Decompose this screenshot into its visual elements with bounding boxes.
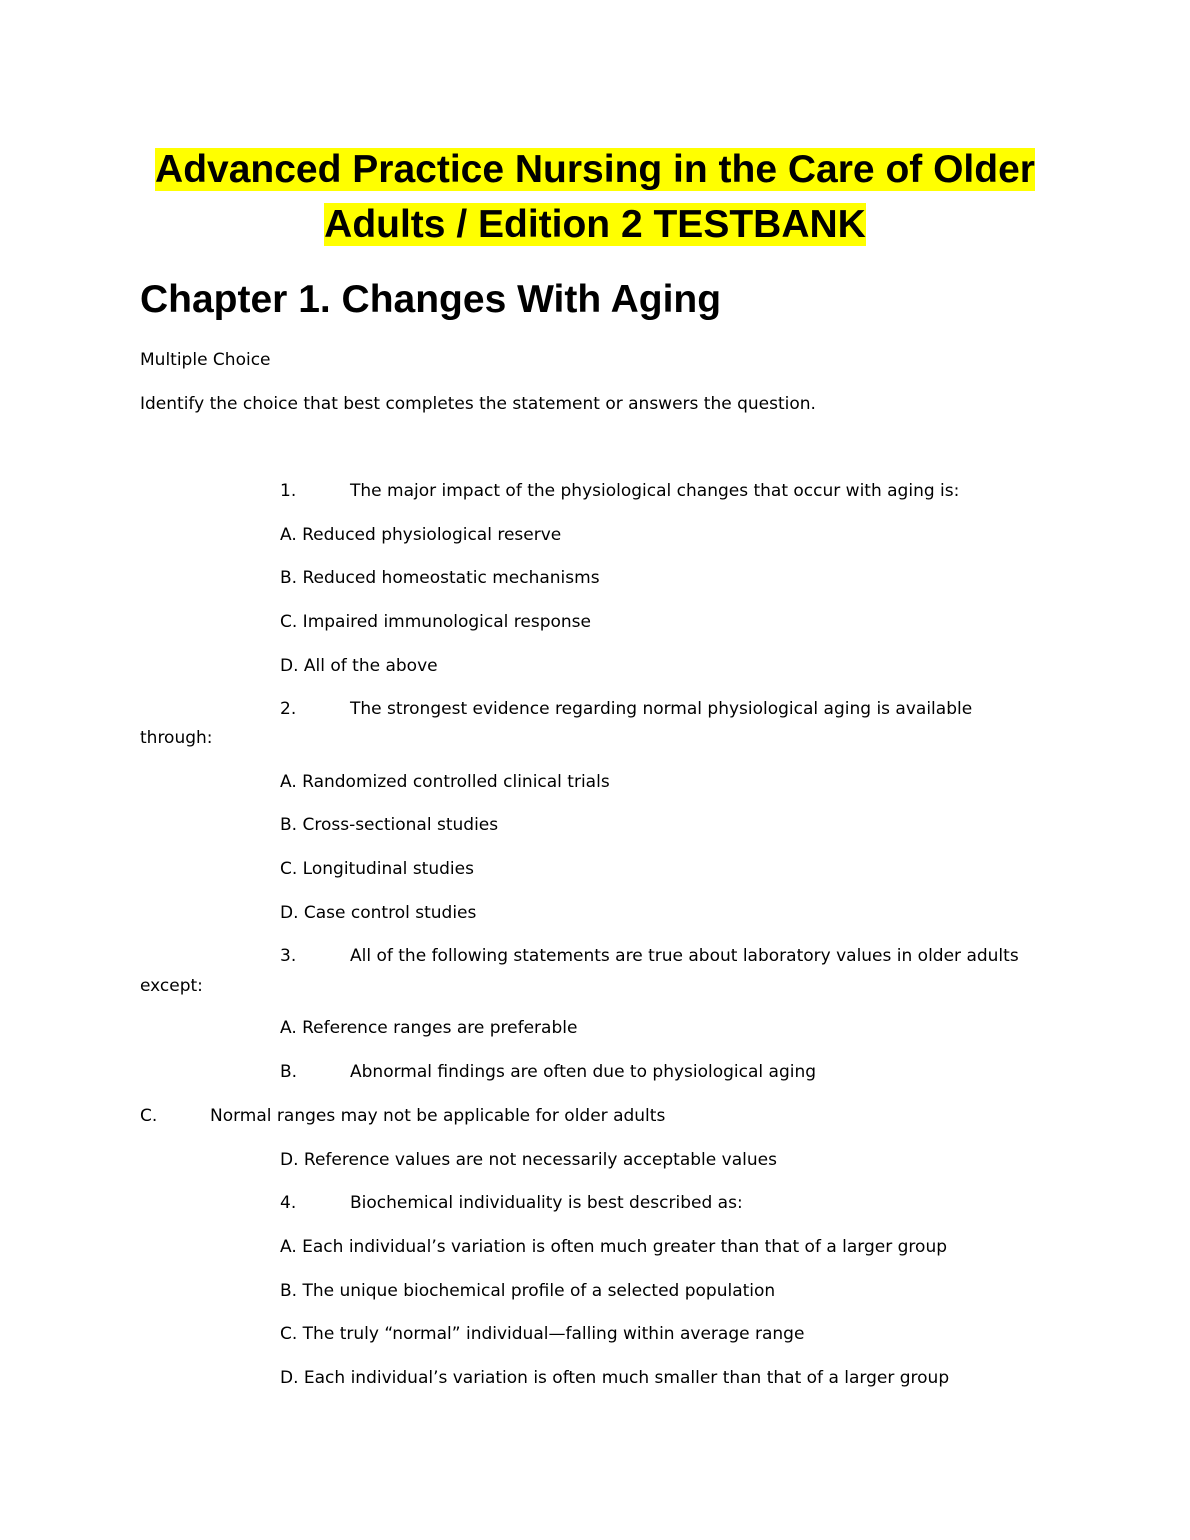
question-3-option-d: D. Reference values are not necessarily acceptable values bbox=[280, 1150, 777, 1170]
question-1-option-a: A. Reduced physiological reserve bbox=[280, 525, 562, 545]
question-3-option-c-letter: C. bbox=[140, 1106, 158, 1126]
chapter-heading: Chapter 1. Changes With Aging bbox=[140, 278, 722, 321]
question-3-option-c-text: Normal ranges may not be applicable for older adults bbox=[210, 1106, 666, 1126]
question-1-stem: The major impact of the physiological changes that occur with aging is: bbox=[350, 481, 960, 501]
question-3-stem: All of the following statements are true about laboratory values in older adults bbox=[350, 946, 1019, 966]
question-4-option-b: B. The unique biochemical profile of a selected population bbox=[280, 1281, 776, 1301]
question-4-number: 4. bbox=[280, 1193, 297, 1213]
question-1-option-b: B. Reduced homeostatic mechanisms bbox=[280, 568, 600, 588]
question-3-number: 3. bbox=[280, 946, 297, 966]
question-1-number: 1. bbox=[280, 481, 297, 501]
instructions-text: Identify the choice that best completes the statement or answers the question. bbox=[140, 394, 816, 414]
question-3-option-b-letter: B. bbox=[280, 1062, 298, 1082]
document-title bbox=[140, 142, 1050, 252]
question-2-number: 2. bbox=[280, 699, 297, 719]
question-2-option-c: C. Longitudinal studies bbox=[280, 859, 474, 879]
question-2-option-b: B. Cross-sectional studies bbox=[280, 815, 499, 835]
document-title-line-1: Advanced Practice Nursing in the Care of Older bbox=[155, 148, 1035, 191]
question-4-option-c: C. The truly “normal” individual—falling within average range bbox=[280, 1324, 805, 1344]
question-2-option-d: D. Case control studies bbox=[280, 903, 477, 923]
question-2-option-a: A. Randomized controlled clinical trials bbox=[280, 772, 610, 792]
question-1-option-c: C. Impaired immunological response bbox=[280, 612, 591, 632]
question-3-option-a: A. Reference ranges are preferable bbox=[280, 1018, 578, 1038]
question-3-option-b-text: Abnormal findings are often due to physiological aging bbox=[350, 1062, 817, 1082]
section-label: Multiple Choice bbox=[140, 350, 271, 370]
question-2-stem: The strongest evidence regarding normal physiological aging is available bbox=[350, 699, 973, 719]
question-4-option-a: A. Each individual’s variation is often much greater than that of a larger group bbox=[280, 1237, 948, 1257]
question-2-stem-continuation: through: bbox=[140, 728, 213, 748]
question-1-option-d: D. All of the above bbox=[280, 656, 438, 676]
question-3-stem-continuation: except: bbox=[140, 976, 203, 996]
document-title-line-2: Adults / Edition 2 TESTBANK bbox=[324, 203, 866, 246]
question-4-option-d: D. Each individual’s variation is often much smaller than that of a larger group bbox=[280, 1368, 950, 1388]
question-4-stem: Biochemical individuality is best described as: bbox=[350, 1193, 743, 1213]
